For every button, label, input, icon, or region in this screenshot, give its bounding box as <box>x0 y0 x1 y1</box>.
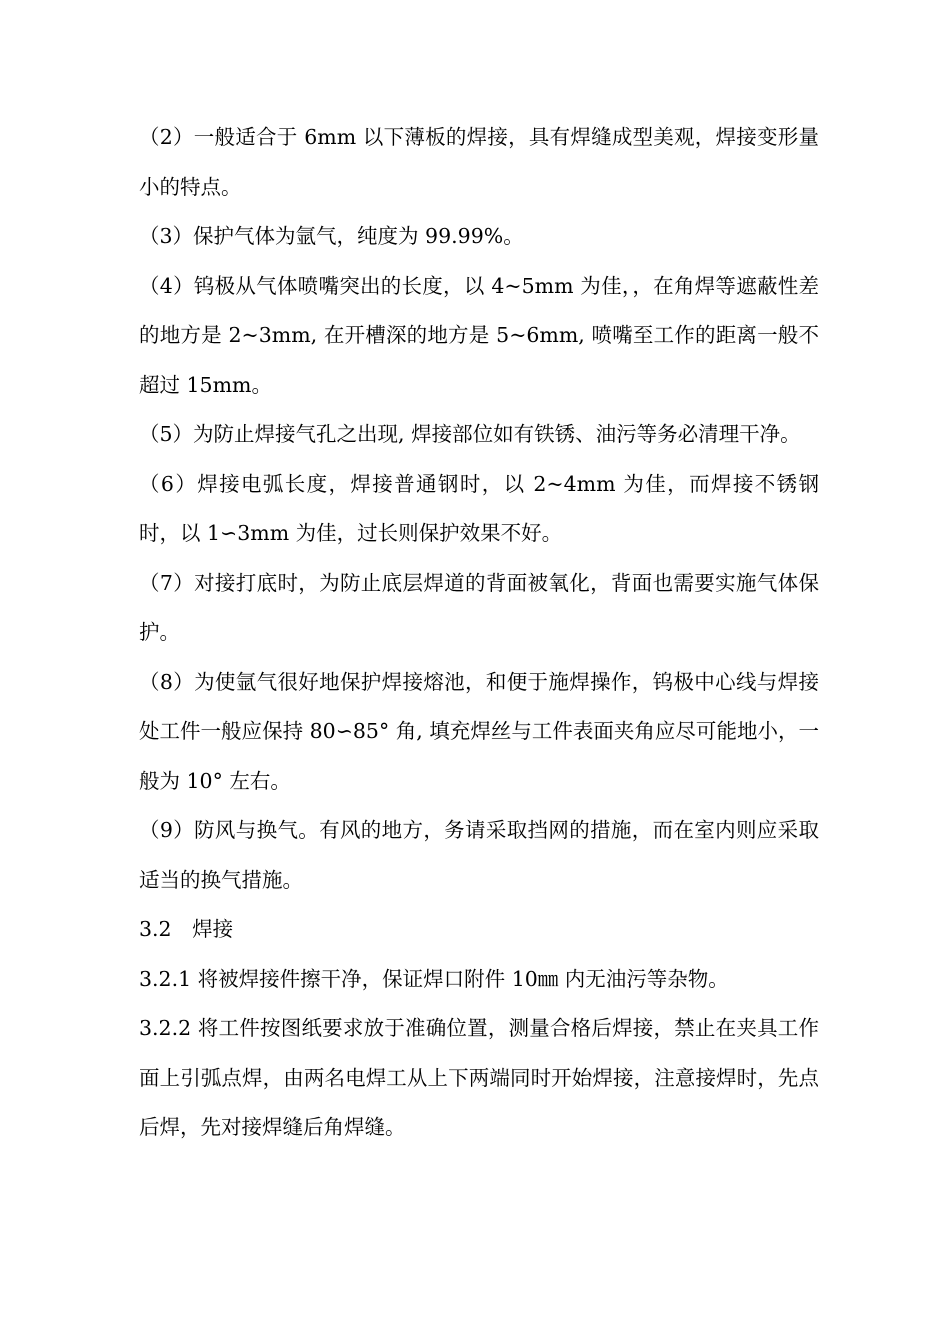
paragraph-2: （2）一般适合于 6mm 以下薄板的焊接，具有焊缝成型美观，焊接变形量小的特点。 <box>139 125 819 199</box>
document-body <box>139 113 819 1153</box>
paragraph-5: （5）为防止焊接气孔之出现, 焊接部位如有铁锈、油污等务必清理干净。 <box>139 422 801 446</box>
paragraph-8: （8）为使氩气很好地保护焊接熔池，和便于施焊操作，钨极中心线与焊接处工件一般应保持 80∽85° 角, 填充焊丝与工件表面夹角应尽可能地小，一般为 10° 左右。 <box>139 669 819 793</box>
paragraph-4: （4）钨极从气体喷嘴突出的长度，以 4~5mm 为佳，，在角焊等遮蔽性差的地方是 2~3mm, 在开槽深的地方是 5~6mm, 喷嘴至工作的距离一般不超过 15mm。 <box>139 273 819 397</box>
paragraph-7: （7）对接打底时，为防止底层焊道的背面被氧化，背面也需要实施气体保护。 <box>139 570 819 644</box>
paragraph-6: （6）焊接电弧长度，焊接普通钢时，以 2~4mm 为佳，而焊接不锈钢时，以 1∽3mm 为佳，过长则保护效果不好。 <box>139 471 819 545</box>
paragraph-3-2-1: 3.2.1 将被焊接件擦干净，保证焊口附件 10㎜ 内无油污等杂物。 <box>139 966 729 991</box>
paragraph-3: （3）保护气体为氩气，纯度为 99.99%。 <box>139 224 524 248</box>
paragraph-3-2-2: 3.2.2 将工件按图纸要求放于准确位置，测量合格后焊接，禁止在夹具工作面上引弧点焊，由两名电焊工从上下两端同时开始焊接，注意接焊时，先点后焊，先对接焊缝后角焊缝。 <box>139 1016 819 1139</box>
paragraph-9: （9）防风与换气。有风的地方，务请采取挡网的措施，而在室内则应采取适当的换气措施。 <box>139 818 819 892</box>
section-heading-3-2: 3.2 焊接 <box>139 917 234 941</box>
